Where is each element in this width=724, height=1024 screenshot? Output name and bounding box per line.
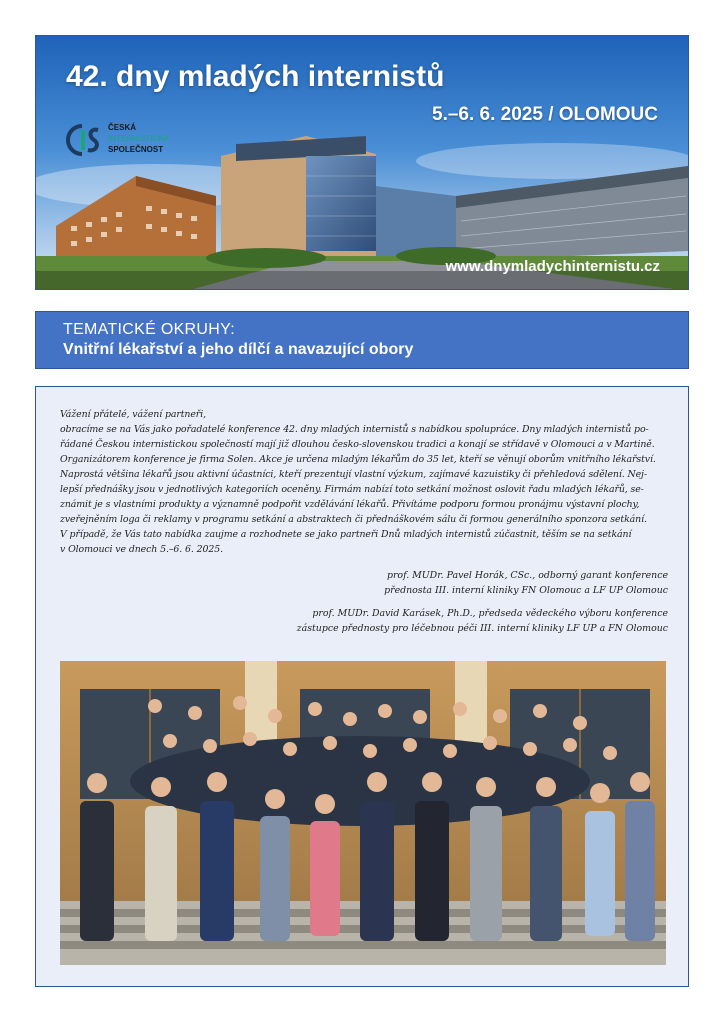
signature-name-line: prof. MUDr. David Karásek, Ph.D., předseda vědeckého výboru konference <box>312 608 668 619</box>
header-banner <box>35 35 689 290</box>
letter-line: Organizátorem konference je firma Solen. Akce je určena mladým lékařům do 35 let, kteří se věnují oborům vnitřního lékařství. <box>60 454 656 465</box>
conference-title: 42. dny mladých internistů <box>66 60 445 93</box>
signature-name-line: prof. MUDr. Pavel Horák, CSc., odborný garant konference <box>386 570 668 581</box>
letter-line: známit je s vlastními produkty a významně podpořit vzdělávání lékařů. Přivítáme podporu formou pronájmu výstavní plochy, <box>60 499 640 510</box>
letter-line: řádané Českou internistickou společností mají již dlouhou česko-slovenskou tradici a konají se střídavě v Olomouci a v Martině. <box>60 439 655 450</box>
cis-logo-icon <box>64 120 104 160</box>
conference-date-location: 5.–6. 6. 2025 / OLOMOUC <box>432 104 658 125</box>
letter-line: obracíme se na Vás jako pořadatelé konference 42. dny mladých internistů s nabídkou spolupráce. Dny mladých internistů po- <box>60 424 649 435</box>
logo-line-1: ČESKÁ <box>108 123 137 132</box>
signature-horak <box>60 568 668 598</box>
logo-line-3: SPOLEČNOST <box>108 145 164 154</box>
topics-box <box>35 311 689 369</box>
signature-role-line: zástupce přednosty pro léčebnou péči III. interní kliniky LF UP a FN Olomouc <box>296 623 668 634</box>
letter-line: Naprostá většina lékařů jsou aktivní účastníci, kteří prezentují vlastní výzkum, zajímavé kazuistiky či přehledová sdělení. Nej- <box>60 469 647 480</box>
signature-karasek <box>60 606 668 636</box>
letter-line: zveřejněním loga či reklamy v programu setkání a abstraktech či přednáškovém sálu či formou generálního sponzora setkání. <box>60 514 647 525</box>
invitation-letter <box>60 407 668 557</box>
topics-heading: TEMATICKÉ OKRUHY: <box>63 321 235 338</box>
letter-line: lepší přednášky jsou v jednotlivých kategoriích oceněny. Firmám nabízí toto setkání možnost oslovit řadu mladých lékařů, se- <box>60 484 644 495</box>
invitation-letter-box <box>35 386 689 987</box>
letter-line: V případě, že Vás tato nabídka zaujme a rozhodnete se jako partneři Dnů mladých internistů zúčastnit, těším se na setkání <box>60 529 632 540</box>
letter-line: Vážení přátelé, vážení partneři, <box>60 409 206 420</box>
letter-line: v Olomouci ve dnech 5.–6. 6. 2025. <box>60 544 224 555</box>
signature-role-line: přednosta III. interní kliniky FN Olomouc a LF UP Olomouc <box>384 585 668 596</box>
website-url: www.dnymladychinternistu.cz <box>445 258 660 275</box>
society-logo <box>64 120 214 160</box>
topics-subtitle: Vnitřní lékařství a jeho dílčí a navazující obory <box>63 341 414 358</box>
logo-line-2: INTERNISTICKÁ <box>108 134 169 143</box>
group-photo <box>60 661 666 965</box>
